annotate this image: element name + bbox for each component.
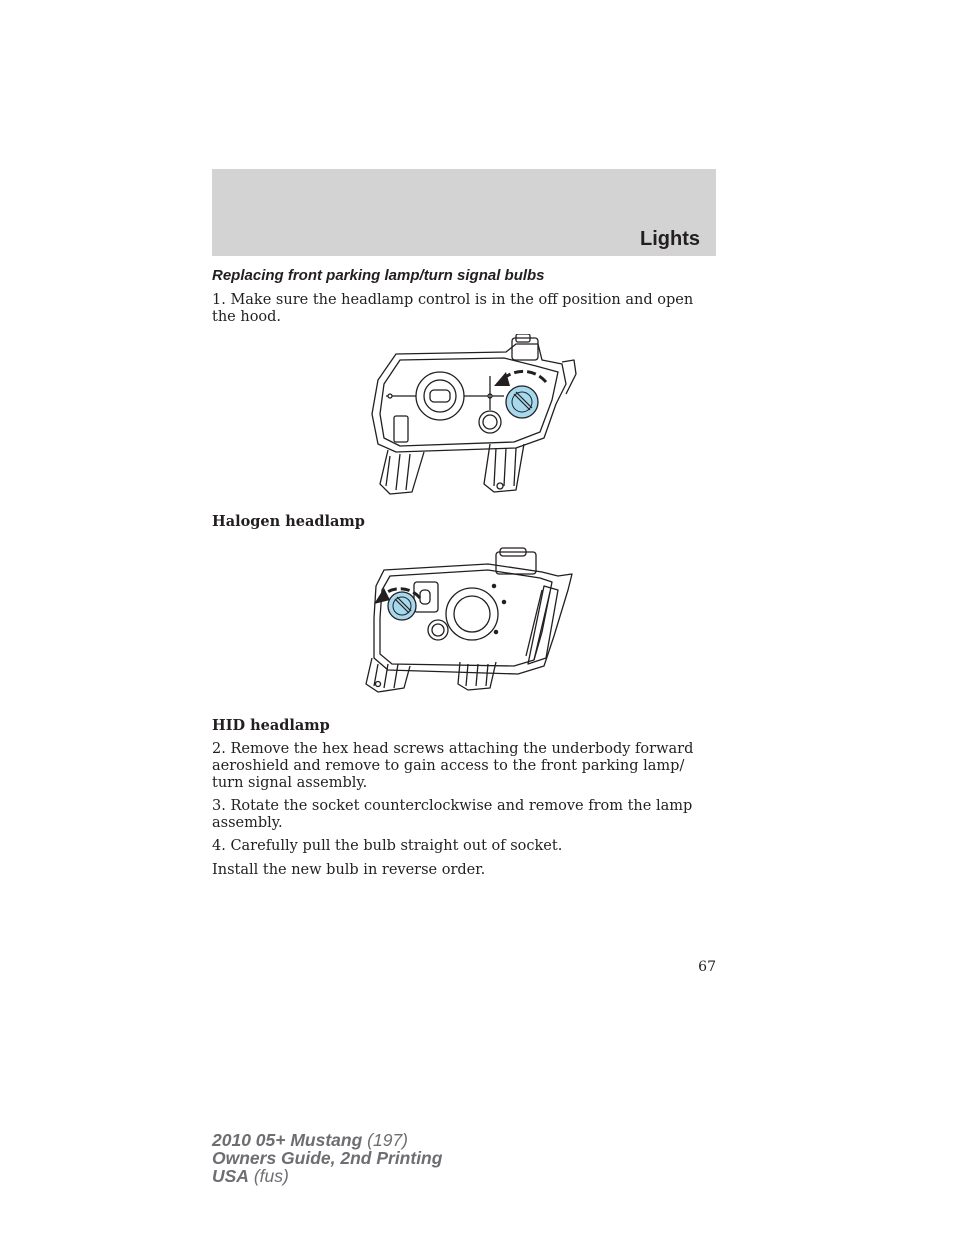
counterclockwise-arrow-icon bbox=[502, 371, 546, 382]
parking-lamp-socket-highlight bbox=[506, 386, 538, 418]
footer-market: USA bbox=[212, 1166, 249, 1186]
footer-line-2 bbox=[212, 1149, 442, 1167]
figure-1-caption: Halogen headlamp bbox=[212, 513, 365, 530]
step-1-text: 1. Make sure the headlamp control is in the off position and open the hood. bbox=[212, 292, 694, 325]
section-heading: Replacing front parking lamp/turn signal bulbs bbox=[212, 267, 545, 284]
step-3-text: 3. Rotate the socket counterclockwise and remove from the lamp assembly. bbox=[212, 798, 693, 831]
footer-model: 2010 05+ Mustang bbox=[212, 1130, 363, 1150]
document-footer bbox=[212, 1131, 442, 1185]
figure-2-caption: HID headlamp bbox=[212, 717, 330, 734]
install-note-text: Install the new bulb in reverse order. bbox=[212, 862, 486, 878]
footer-market-code: (fus) bbox=[253, 1166, 289, 1186]
footer-line-3 bbox=[212, 1167, 442, 1185]
step-4-text: 4. Carefully pull the bulb straight out of socket. bbox=[212, 838, 563, 854]
footer-model-code: (197) bbox=[367, 1130, 409, 1150]
halogen-headlamp-illustration bbox=[366, 334, 580, 498]
section-title: Lights bbox=[640, 228, 700, 250]
hid-headlamp-illustration bbox=[358, 546, 576, 694]
parking-lamp-socket-highlight bbox=[388, 592, 416, 620]
step-2-text: 2. Remove the hex head screws attaching the underbody forward aeroshield and remove to gain access to the front parking lamp/ turn signal assembly. bbox=[212, 741, 694, 791]
footer-line-1 bbox=[212, 1131, 442, 1149]
section-header-band bbox=[212, 169, 716, 256]
footer-guide-edition: Owners Guide, 2nd Printing bbox=[212, 1148, 443, 1168]
page-number: 67 bbox=[698, 959, 716, 975]
